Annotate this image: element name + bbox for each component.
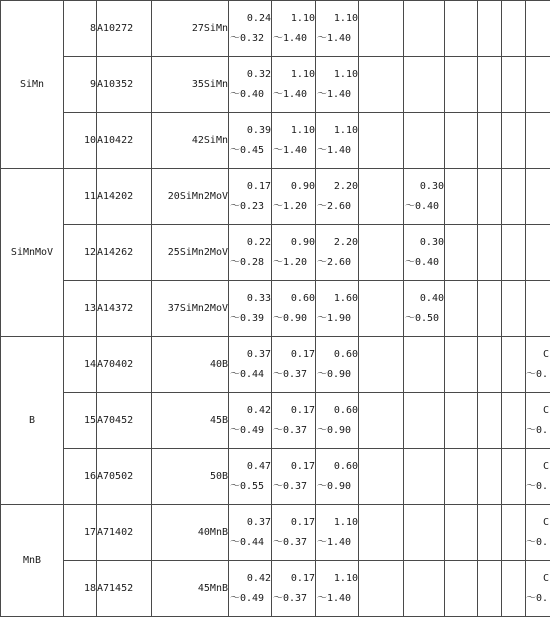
- manganese-max: ～1.40: [317, 88, 352, 100]
- row-number: 10: [64, 113, 97, 169]
- group-name: MnB: [1, 505, 64, 617]
- table-row: [1, 337, 550, 393]
- manganese-range: [316, 225, 359, 281]
- carbon-range: [229, 57, 272, 113]
- manganese-max: ～1.40: [317, 144, 352, 156]
- row-number: 18: [64, 561, 97, 617]
- row-number: 11: [64, 169, 97, 225]
- silicon-max: ～0.37: [273, 368, 308, 380]
- empty-cell: [359, 113, 404, 169]
- steel-code: A70402: [97, 337, 152, 393]
- steel-grade: 20SiMn2MoV: [152, 169, 229, 225]
- truncated-max: ～0.: [526, 480, 549, 492]
- empty-cell: [478, 225, 502, 281]
- manganese-max: ～2.60: [317, 256, 352, 268]
- manganese-min: 2.20: [333, 180, 358, 192]
- manganese-max: ～0.90: [317, 424, 352, 436]
- silicon-min: 0.60: [290, 292, 315, 304]
- empty-cell: [359, 561, 404, 617]
- empty-cell: [359, 169, 404, 225]
- silicon-max: ～1.20: [273, 200, 308, 212]
- steel-grade: 27SiMn: [152, 1, 229, 57]
- empty-cell: [359, 337, 404, 393]
- steel-code: A14372: [97, 281, 152, 337]
- molybdenum-max: ～0.40: [405, 200, 440, 212]
- empty-cell: [445, 169, 478, 225]
- steel-grade: 40B: [152, 337, 229, 393]
- empty-cell: [359, 505, 404, 561]
- steel-grade: 45B: [152, 393, 229, 449]
- truncated-min: C: [542, 348, 549, 360]
- manganese-min: 1.10: [333, 68, 358, 80]
- carbon-min: 0.22: [246, 236, 271, 248]
- molybdenum-range: [404, 393, 445, 449]
- carbon-range: [229, 561, 272, 617]
- steel-grade: 42SiMn: [152, 113, 229, 169]
- silicon-min: 0.17: [290, 572, 315, 584]
- carbon-max: ～0.55: [230, 480, 265, 492]
- silicon-range: [272, 281, 316, 337]
- silicon-range: [272, 449, 316, 505]
- manganese-max: ～1.40: [317, 32, 352, 44]
- manganese-max: ～1.90: [317, 312, 352, 324]
- row-number: 12: [64, 225, 97, 281]
- manganese-range: [316, 393, 359, 449]
- carbon-range: [229, 337, 272, 393]
- truncated-cell: [526, 57, 550, 113]
- carbon-max: ～0.44: [230, 368, 265, 380]
- silicon-min: 1.10: [290, 68, 315, 80]
- steel-code: A71402: [97, 505, 152, 561]
- empty-cell: [502, 225, 526, 281]
- manganese-range: [316, 561, 359, 617]
- silicon-max: ～0.90: [273, 312, 308, 324]
- carbon-range: [229, 113, 272, 169]
- manganese-min: 0.60: [333, 348, 358, 360]
- silicon-min: 0.90: [290, 236, 315, 248]
- steel-grade: 37SiMn2MoV: [152, 281, 229, 337]
- carbon-min: 0.47: [246, 460, 271, 472]
- molybdenum-range: [404, 449, 445, 505]
- steel-grade: 25SiMn2MoV: [152, 225, 229, 281]
- molybdenum-min: 0.30: [419, 180, 444, 192]
- carbon-max: ～0.40: [230, 88, 265, 100]
- empty-cell: [445, 1, 478, 57]
- truncated-min: C: [542, 460, 549, 472]
- truncated-max: ～0.: [526, 368, 549, 380]
- molybdenum-range: [404, 281, 445, 337]
- silicon-min: 1.10: [290, 12, 315, 24]
- empty-cell: [478, 561, 502, 617]
- carbon-max: ～0.28: [230, 256, 265, 268]
- silicon-max: ～1.20: [273, 256, 308, 268]
- steel-code: A14202: [97, 169, 152, 225]
- silicon-max: ～0.37: [273, 480, 308, 492]
- carbon-max: ～0.23: [230, 200, 265, 212]
- truncated-max: ～0.: [526, 592, 549, 604]
- silicon-min: 0.17: [290, 516, 315, 528]
- steel-code: A10422: [97, 113, 152, 169]
- silicon-max: ～0.37: [273, 536, 308, 548]
- silicon-max: ～0.37: [273, 424, 308, 436]
- manganese-min: 0.60: [333, 404, 358, 416]
- steel-grade: 40MnB: [152, 505, 229, 561]
- empty-cell: [445, 113, 478, 169]
- carbon-max: ～0.49: [230, 592, 265, 604]
- silicon-range: [272, 57, 316, 113]
- row-number: 17: [64, 505, 97, 561]
- table-row: [1, 505, 550, 561]
- molybdenum-range: [404, 225, 445, 281]
- manganese-min: 2.20: [333, 236, 358, 248]
- carbon-max: ～0.32: [230, 32, 265, 44]
- carbon-range: [229, 281, 272, 337]
- silicon-max: ～1.40: [273, 88, 308, 100]
- empty-cell: [445, 561, 478, 617]
- empty-cell: [445, 393, 478, 449]
- molybdenum-range: [404, 113, 445, 169]
- truncated-max: ～0.: [526, 424, 549, 436]
- empty-cell: [502, 1, 526, 57]
- truncated-cell: [526, 1, 550, 57]
- truncated-cell: [526, 337, 550, 393]
- manganese-min: 1.10: [333, 572, 358, 584]
- carbon-range: [229, 225, 272, 281]
- group-name: SiMnMoV: [1, 169, 64, 337]
- silicon-range: [272, 393, 316, 449]
- empty-cell: [502, 169, 526, 225]
- carbon-max: ～0.49: [230, 424, 265, 436]
- molybdenum-max: ～0.40: [405, 256, 440, 268]
- empty-cell: [359, 281, 404, 337]
- manganese-max: ～0.90: [317, 368, 352, 380]
- empty-cell: [445, 449, 478, 505]
- steel-code: A71452: [97, 561, 152, 617]
- empty-cell: [502, 281, 526, 337]
- empty-cell: [478, 393, 502, 449]
- table-row: [1, 393, 550, 449]
- truncated-min: C: [542, 516, 549, 528]
- truncated-cell: [526, 505, 550, 561]
- steel-code: A70502: [97, 449, 152, 505]
- manganese-range: [316, 169, 359, 225]
- table-body: [1, 1, 550, 617]
- carbon-range: [229, 1, 272, 57]
- truncated-cell: [526, 561, 550, 617]
- empty-cell: [445, 505, 478, 561]
- silicon-range: [272, 337, 316, 393]
- molybdenum-range: [404, 57, 445, 113]
- empty-cell: [359, 393, 404, 449]
- molybdenum-range: [404, 337, 445, 393]
- row-number: 8: [64, 1, 97, 57]
- manganese-max: ～1.40: [317, 536, 352, 548]
- manganese-max: ～1.40: [317, 592, 352, 604]
- truncated-min: C: [542, 572, 549, 584]
- molybdenum-max: ～0.50: [405, 312, 440, 324]
- carbon-range: [229, 505, 272, 561]
- empty-cell: [445, 225, 478, 281]
- steel-code: A14262: [97, 225, 152, 281]
- steel-code: A10352: [97, 57, 152, 113]
- silicon-min: 0.90: [290, 180, 315, 192]
- manganese-min: 1.60: [333, 292, 358, 304]
- silicon-max: ～1.40: [273, 32, 308, 44]
- manganese-range: [316, 57, 359, 113]
- manganese-max: ～2.60: [317, 200, 352, 212]
- empty-cell: [359, 1, 404, 57]
- steel-code: A70452: [97, 393, 152, 449]
- truncated-cell: [526, 225, 550, 281]
- carbon-max: ～0.39: [230, 312, 265, 324]
- steel-grade: 45MnB: [152, 561, 229, 617]
- table-row: [1, 169, 550, 225]
- silicon-range: [272, 561, 316, 617]
- empty-cell: [478, 113, 502, 169]
- empty-cell: [359, 225, 404, 281]
- carbon-min: 0.33: [246, 292, 271, 304]
- carbon-min: 0.37: [246, 516, 271, 528]
- carbon-min: 0.42: [246, 572, 271, 584]
- empty-cell: [502, 337, 526, 393]
- molybdenum-range: [404, 1, 445, 57]
- empty-cell: [359, 57, 404, 113]
- carbon-range: [229, 393, 272, 449]
- truncated-cell: [526, 113, 550, 169]
- silicon-min: 0.17: [290, 460, 315, 472]
- silicon-range: [272, 505, 316, 561]
- carbon-min: 0.32: [246, 68, 271, 80]
- table-row: [1, 1, 550, 57]
- empty-cell: [478, 57, 502, 113]
- empty-cell: [478, 281, 502, 337]
- empty-cell: [445, 281, 478, 337]
- molybdenum-range: [404, 505, 445, 561]
- carbon-max: ～0.44: [230, 536, 265, 548]
- empty-cell: [478, 449, 502, 505]
- empty-cell: [502, 393, 526, 449]
- truncated-min: C: [542, 404, 549, 416]
- empty-cell: [478, 1, 502, 57]
- steel-grade: 50B: [152, 449, 229, 505]
- empty-cell: [502, 113, 526, 169]
- manganese-range: [316, 281, 359, 337]
- manganese-range: [316, 337, 359, 393]
- table-row: [1, 281, 550, 337]
- steel-code: A10272: [97, 1, 152, 57]
- manganese-min: 1.10: [333, 12, 358, 24]
- empty-cell: [478, 169, 502, 225]
- manganese-min: 1.10: [333, 516, 358, 528]
- table-row: [1, 561, 550, 617]
- manganese-range: [316, 505, 359, 561]
- silicon-max: ～0.37: [273, 592, 308, 604]
- silicon-range: [272, 169, 316, 225]
- silicon-range: [272, 113, 316, 169]
- group-name: B: [1, 337, 64, 505]
- truncated-cell: [526, 449, 550, 505]
- manganese-min: 0.60: [333, 460, 358, 472]
- row-number: 16: [64, 449, 97, 505]
- truncated-cell: [526, 281, 550, 337]
- empty-cell: [502, 505, 526, 561]
- truncated-cell: [526, 393, 550, 449]
- silicon-min: 0.17: [290, 348, 315, 360]
- molybdenum-range: [404, 561, 445, 617]
- manganese-range: [316, 113, 359, 169]
- empty-cell: [359, 449, 404, 505]
- manganese-range: [316, 449, 359, 505]
- table-row: [1, 57, 550, 113]
- manganese-min: 1.10: [333, 124, 358, 136]
- empty-cell: [502, 449, 526, 505]
- truncated-max: ～0.: [526, 536, 549, 548]
- truncated-cell: [526, 169, 550, 225]
- manganese-range: [316, 1, 359, 57]
- carbon-min: 0.24: [246, 12, 271, 24]
- carbon-min: 0.39: [246, 124, 271, 136]
- table-row: [1, 449, 550, 505]
- silicon-min: 1.10: [290, 124, 315, 136]
- silicon-max: ～1.40: [273, 144, 308, 156]
- carbon-range: [229, 169, 272, 225]
- row-number: 14: [64, 337, 97, 393]
- row-number: 13: [64, 281, 97, 337]
- silicon-range: [272, 225, 316, 281]
- carbon-range: [229, 449, 272, 505]
- row-number: 15: [64, 393, 97, 449]
- steel-grade: 35SiMn: [152, 57, 229, 113]
- empty-cell: [445, 57, 478, 113]
- carbon-min: 0.42: [246, 404, 271, 416]
- empty-cell: [478, 505, 502, 561]
- empty-cell: [478, 337, 502, 393]
- empty-cell: [502, 57, 526, 113]
- empty-cell: [502, 561, 526, 617]
- carbon-min: 0.17: [246, 180, 271, 192]
- carbon-max: ～0.45: [230, 144, 265, 156]
- table-row: [1, 113, 550, 169]
- group-name: SiMn: [1, 1, 64, 169]
- empty-cell: [445, 337, 478, 393]
- molybdenum-min: 0.40: [419, 292, 444, 304]
- molybdenum-range: [404, 169, 445, 225]
- molybdenum-min: 0.30: [419, 236, 444, 248]
- manganese-max: ～0.90: [317, 480, 352, 492]
- row-number: 9: [64, 57, 97, 113]
- table-row: [1, 225, 550, 281]
- silicon-range: [272, 1, 316, 57]
- carbon-min: 0.37: [246, 348, 271, 360]
- silicon-min: 0.17: [290, 404, 315, 416]
